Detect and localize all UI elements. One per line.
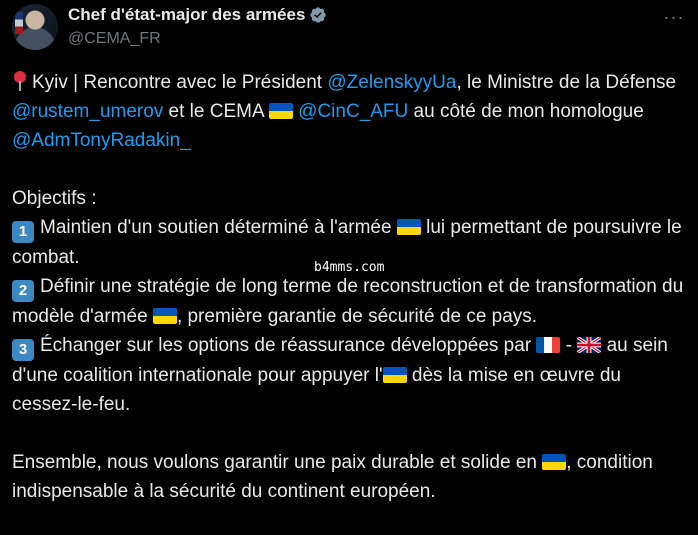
objectives-label: Objectifs :: [12, 188, 97, 209]
avatar[interactable]: [12, 4, 58, 50]
ukraine-flag-icon: [542, 454, 566, 470]
tweet-text: [12, 68, 688, 506]
mention-zelenskyyua[interactable]: @ZelenskyyUa: [327, 72, 457, 93]
pin-icon: [12, 70, 28, 92]
objective-3-text-a: Échanger sur les options de réassurance développées par: [40, 335, 537, 356]
spacer: [12, 419, 688, 448]
objective-3-text-b: au sein d'une coalition internationale pour appuyer l': [12, 335, 668, 386]
conclusion-text-a: Ensemble, nous voulons garantir une paix durable et solide en: [12, 452, 543, 473]
author-handle[interactable]: @CEMA_FR: [68, 30, 161, 47]
keycap-2-icon: 2: [12, 280, 34, 302]
intro-text-2: , le Ministre de la Défense: [456, 72, 677, 93]
france-flag-icon: [536, 337, 560, 353]
ukraine-flag-icon: [383, 367, 407, 383]
objective-2-text-a: Définir une stratégie de long terme de reconstruction et de transformation du modèle d'armée: [12, 276, 684, 327]
intro-text-3: et le CEMA: [163, 101, 269, 122]
objective-3-sep: -: [560, 335, 578, 356]
ukraine-flag-icon: [153, 308, 177, 324]
spacer: [12, 155, 688, 184]
objective-3-text-c: dès la mise en œuvre du cessez-le-feu.: [12, 365, 621, 415]
watermark-text: b4mms.com: [314, 260, 385, 275]
objective-3: [12, 331, 688, 419]
objective-1-text-a: Maintien d'un soutien déterminé à l'armée: [40, 217, 397, 238]
mention-rustem-umerov[interactable]: @rustem_umerov: [12, 101, 164, 122]
mention-admtonyradakin[interactable]: @AdmTonyRadakin_: [12, 130, 191, 151]
keycap-1-icon: 1: [12, 221, 34, 243]
verified-icon: [309, 6, 327, 24]
uk-flag-icon: [577, 337, 601, 353]
author-info: [68, 4, 327, 50]
intro-paragraph: [12, 68, 688, 155]
objective-2-text-b: , première garantie de sécurité de ce pays.: [176, 306, 538, 327]
ukraine-flag-icon: [397, 219, 421, 235]
more-icon[interactable]: ···: [663, 7, 685, 27]
avatar-flag-detail: [15, 12, 23, 34]
author-display-name[interactable]: Chef d'état-major des armées: [68, 5, 306, 24]
objective-2: [12, 272, 688, 331]
conclusion-paragraph: [12, 448, 688, 506]
intro-text-4: au côté de mon homologue: [408, 101, 644, 122]
ukraine-flag-icon: [269, 103, 293, 119]
intro-text-1: Kyiv | Rencontre avec le Président: [32, 72, 328, 93]
objective-1-text-b: lui permettant de poursuivre le combat.: [12, 217, 682, 268]
mention-cinc-afu[interactable]: @CinC_AFU: [298, 101, 409, 122]
author-display-name-row[interactable]: [68, 4, 327, 26]
keycap-3-icon: 3: [12, 339, 34, 361]
conclusion-text-b: , condition indispensable à la sécurité du continent européen.: [12, 452, 653, 502]
tweet-header: [12, 4, 686, 52]
